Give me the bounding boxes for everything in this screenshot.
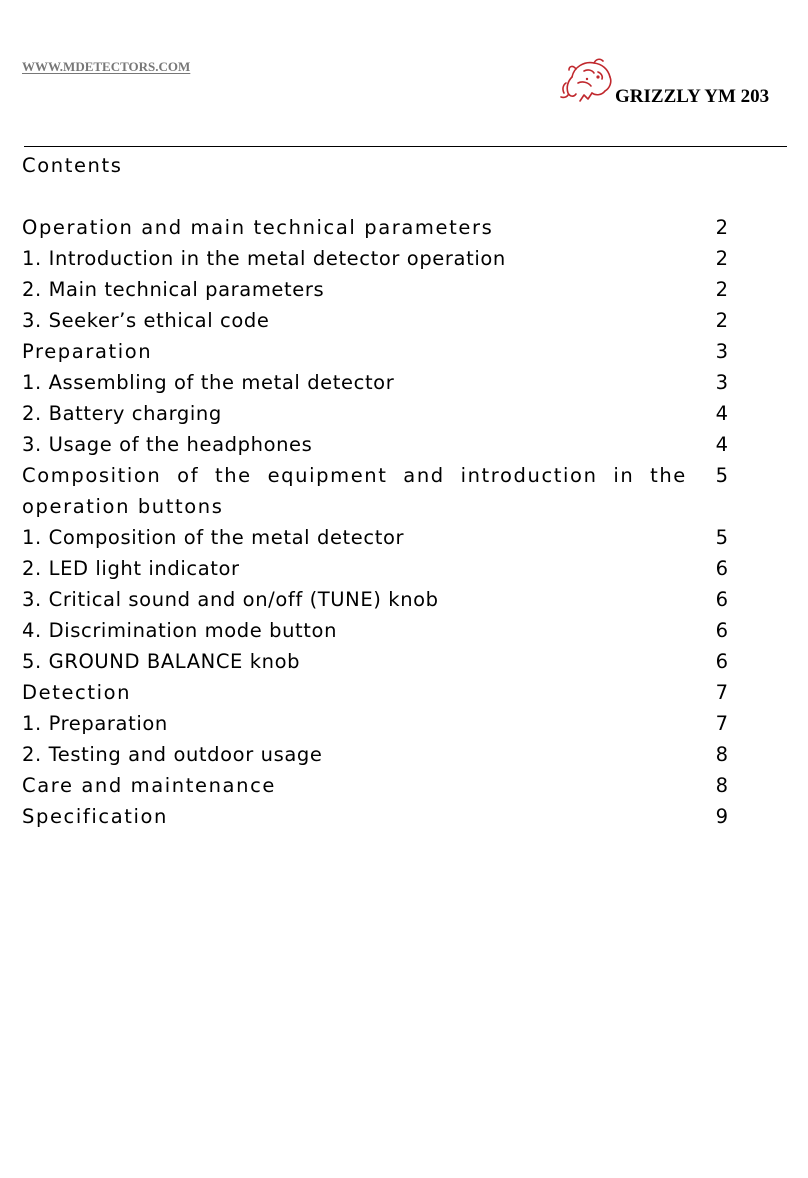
toc-item[interactable] [22,369,728,396]
toc-title: Preparation [22,340,153,363]
toc-title: Detection [22,681,132,704]
toc-page-number: 8 [715,743,728,766]
toc-item[interactable] [22,710,728,737]
toc-page-number: 7 [715,712,728,735]
toc-page-number: 4 [715,433,728,456]
toc-page-number: 6 [715,557,728,580]
toc-page-number: 5 [715,464,728,487]
toc-title: 1. Preparation [22,712,168,735]
toc-item[interactable] [22,245,728,272]
toc-item[interactable] [22,617,728,644]
toc-page-number: 5 [715,526,728,549]
toc-title: 2. Main technical parameters [22,278,325,301]
toc-title: 2. Battery charging [22,402,222,425]
toc-title: 3. Seeker’s ethical code [22,309,270,332]
page-title: Contents [22,154,123,177]
toc-page-number: 2 [715,278,728,301]
toc-item[interactable] [22,586,728,613]
toc-section-specification[interactable] [22,803,728,830]
toc-section-preparation[interactable] [22,338,728,365]
toc-title: 2. Testing and outdoor usage [22,743,323,766]
toc-item[interactable] [22,431,728,458]
toc-title: 1. Assembling of the metal detector [22,371,395,394]
toc-title: 3. Usage of the headphones [22,433,313,456]
toc-item[interactable] [22,276,728,303]
toc-page-number: 7 [715,681,728,704]
toc-title: 5. GROUND BALANCE knob [22,650,301,673]
toc-title: Operation and main technical parameters [22,216,494,239]
toc-page-number: 3 [715,371,728,394]
toc-title: 4. Discrimination mode button [22,619,338,642]
toc-page-number: 3 [715,340,728,363]
website-link[interactable]: WWW.MDETECTORS.COM [22,59,191,74]
toc-title: 2. LED light indicator [22,557,240,580]
toc-item[interactable] [22,555,728,582]
toc-page-number: 6 [715,650,728,673]
toc-section-care[interactable] [22,772,728,799]
toc-item[interactable] [22,307,728,334]
toc-title: 1. Introduction in the metal detector operation [22,247,506,270]
toc-title: Specification [22,805,168,828]
toc-page-number: 8 [715,774,728,797]
toc-title-line2: operation buttons [22,495,224,518]
toc-section-composition[interactable] [22,462,728,524]
toc-item[interactable] [22,400,728,427]
toc-title-line1: Composition of the equipment and introduction in the [22,464,687,487]
toc-page-number: 2 [715,247,728,270]
toc-title: 3. Critical sound and on/off (TUNE) knob [22,588,439,611]
product-name: GRIZZLY YM 203 [615,86,770,107]
toc-title: 1. Composition of the metal detector [22,526,405,549]
toc-page-number: 6 [715,588,728,611]
toc-page-number: 6 [715,619,728,642]
toc-item[interactable] [22,524,728,551]
toc-item[interactable] [22,648,728,675]
toc-section-operation[interactable] [22,214,728,241]
toc-section-detection[interactable] [22,679,728,706]
toc-item[interactable] [22,741,728,768]
toc-title: Care and maintenance [22,774,276,797]
toc-page-number: 4 [715,402,728,425]
toc-page-number: 9 [715,805,728,828]
toc-page-number: 2 [715,309,728,332]
toc-page-number: 2 [715,216,728,239]
